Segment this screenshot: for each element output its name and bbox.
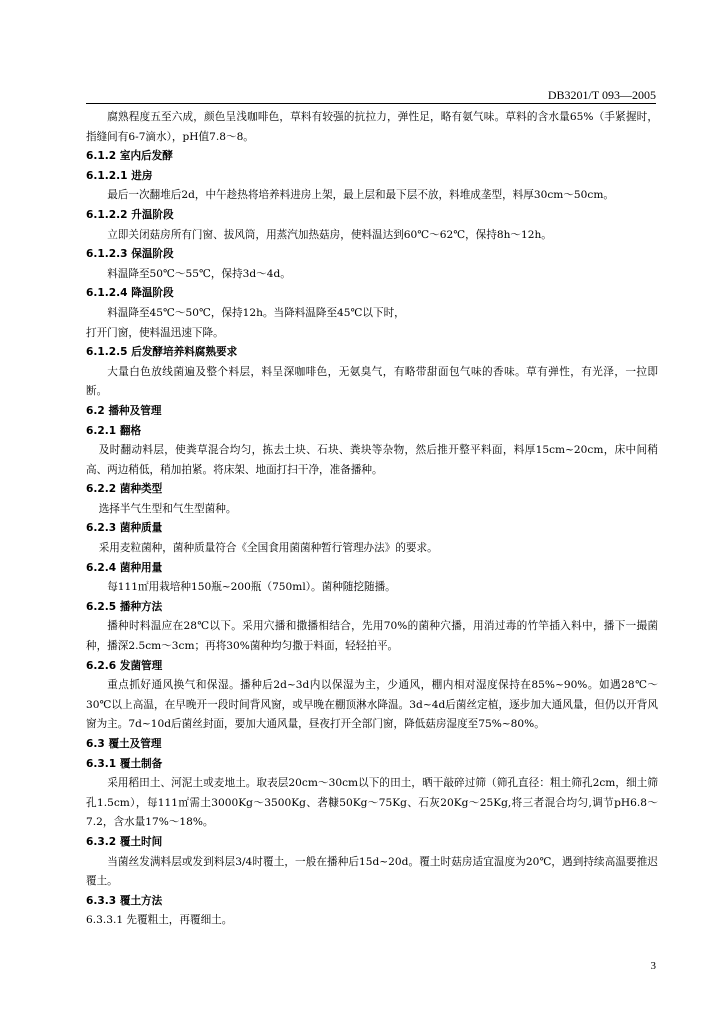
paragraph: 采用麦粒菌种，菌种质量符合《全国食用菌菌种暂行管理办法》的要求。	[98, 542, 438, 555]
paragraph: 播种时料温应在28℃以下。采用穴播和撒播相结合，先用70%的菌种穴播，用消过毒的竹竿插入料中，播下一撮菌种，播深2.5cm～3cm；再将30%菌种均匀撒于料面，轻轻拍平。	[86, 620, 658, 653]
document-body	[86, 108, 658, 931]
section-heading: 6.2.6 发菌管理	[86, 659, 163, 672]
paragraph: 料温降至50℃～55℃，保持3d～4d。	[107, 267, 291, 280]
section-heading: 6.1.2 室内后发酵	[86, 150, 173, 163]
section-heading: 6.1.2.5 后发酵培养料腐熟要求	[86, 346, 238, 359]
paragraph: 最后一次翻堆后2d，中午趁热将培养料进房上架，最上层和最下层不放，料堆成垄型，料厚30cm～50cm。	[107, 189, 614, 202]
section-heading: 6.1.2.1 进房	[86, 169, 153, 182]
section-heading: 6.1.2.3 保温阶段	[86, 248, 174, 261]
paragraph: 料温降至45℃～50℃，保持12h。当降料温降至45℃以下时，	[107, 306, 405, 319]
paragraph: 采用稻田土、河泥土或麦地土。取表层20cm～30cm以下的田土，晒干敲碎过筛（筛孔直径：粗土筛孔2cm，细土筛孔1.5cm），每111㎡需土3000Kg～3500Kg、砻糠50Kg～75Kg、石灰20Kg～25Kg,将三者混合均匀,调节pH6.8～7.2，含水量17%～18%。	[86, 777, 658, 829]
section-heading: 6.1.2.2 升温阶段	[86, 208, 174, 221]
document-code: DB3201/T 093—2005	[547, 88, 656, 102]
section-heading: 6.3.3 覆土方法	[86, 894, 163, 907]
paragraph: 打开门窗，使料温迅速下降。	[86, 326, 224, 339]
section-heading: 6.1.2.4 降温阶段	[86, 287, 174, 300]
paragraph: 及时翻动料层，使粪草混合均匀，拣去土块、石块、粪块等杂物，然后推开整平料面，料厚15cm~20cm，床中间稍高、两边稍低，稍加拍紧。将床架、地面打扫干净，准备播种。	[86, 444, 658, 476]
section-heading: 6.3 覆土及管理	[86, 738, 162, 750]
header-rule	[86, 103, 656, 104]
paragraph: 选择半气生型和气生型菌种。	[98, 502, 237, 515]
paragraph: 重点抓好通风换气和保湿。播种后2d~3d内以保湿为主，少通风，棚内相对湿度保持在85%~90%。如遇28℃～30℃以上高温，在早晚开一段时间背风窗，或早晚在棚顶淋水降温。3d~4d后菌丝定植，逐步加大通风量，但仍以开背风窗为主。7d~10d后菌丝封面，要加大通风量，昼夜打开全部门窗，降低菇房湿度至75%~80%。	[86, 679, 658, 731]
section-heading: 6.3.1 覆土制备	[86, 757, 163, 770]
section-heading: 6.2.2 菌种类型	[86, 483, 163, 496]
paragraph: 大量白色放线菌遍及整个料层，料呈深咖啡色，无氨臭气，有略带甜面包气味的香味。草有弹性，有光泽，一拉即断。	[86, 365, 658, 398]
paragraph: 立即关闭菇房所有门窗、拔风筒，用蒸汽加热菇房，使料温达到60℃～62℃，保持8h～12h。	[107, 228, 552, 241]
section-heading: 6.2.4 菌种用量	[86, 561, 163, 574]
paragraph: 6.3.3.1 先覆粗土，再覆细土。	[86, 914, 233, 927]
paragraph: 当菌丝发满料层或发到料层3/4时覆土，一般在播种后15d~20d。覆土时菇房适宜温度为20℃，遇到持续高温要推迟覆土。	[86, 855, 658, 888]
section-heading: 6.2.5 播种方法	[86, 600, 163, 613]
section-heading: 6.2 播种及管理	[86, 404, 162, 417]
section-heading: 6.2.1 翻格	[86, 424, 142, 437]
page-number: 3	[650, 960, 656, 972]
section-heading: 6.3.2 覆土时间	[86, 835, 163, 848]
section-heading: 6.2.3 菌种质量	[86, 522, 163, 535]
paragraph: 每111㎡用栽培种150瓶~200瓶（750ml）。菌种随挖随播。	[107, 581, 396, 594]
paragraph: 腐熟程度五至六成，颜色呈浅咖啡色，草料有较强的抗拉力，弹性足，略有氨气味。草料的含水量65%（手紧握时，指缝间有6-7滴水），pH值7.8～8。	[86, 111, 658, 143]
